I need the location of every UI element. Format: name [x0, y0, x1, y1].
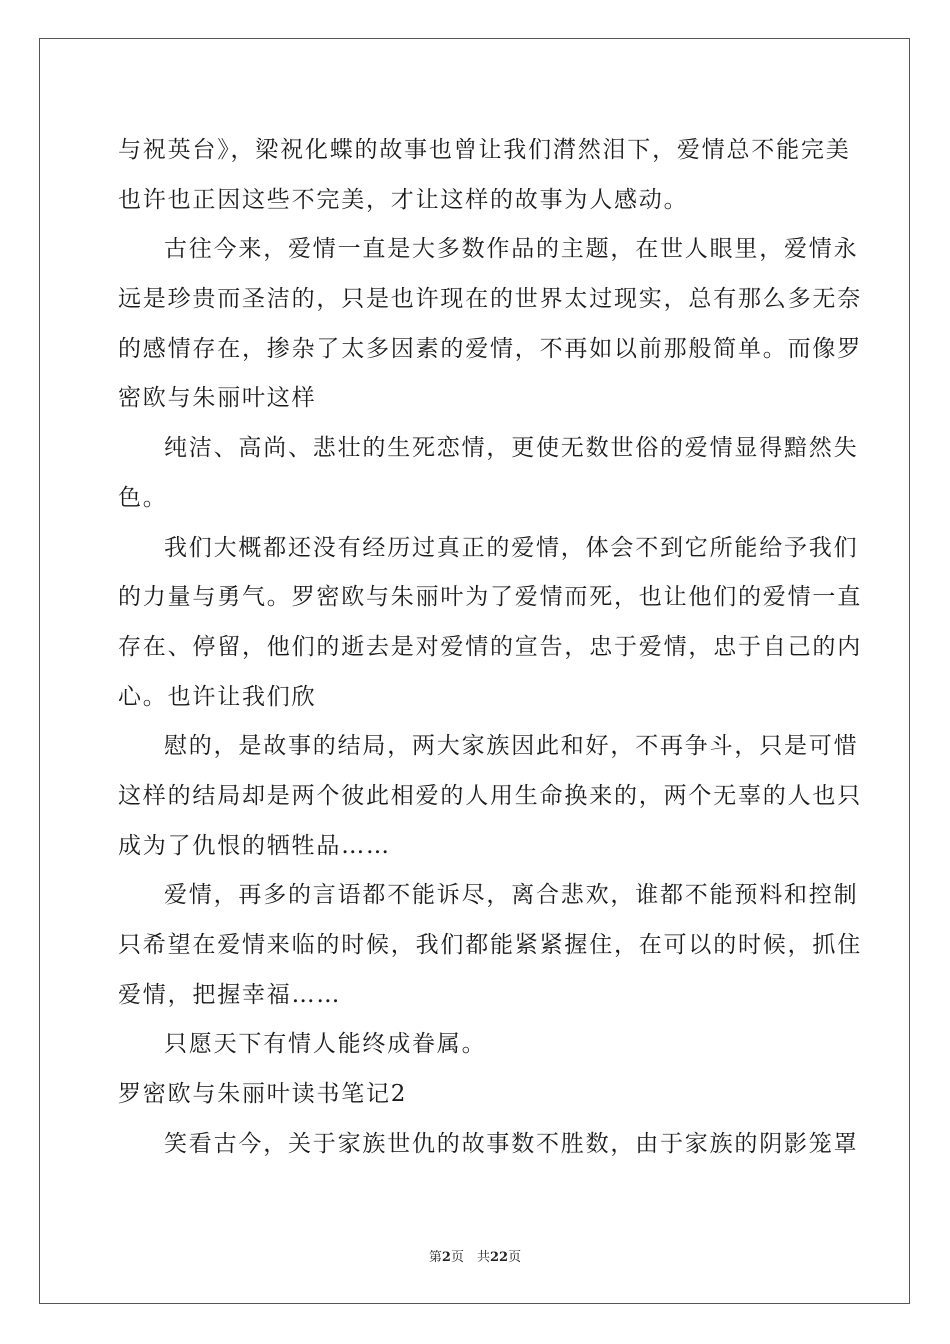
text-line: 只希望在爱情来临的时候，我们都能紧紧握住，在可以的时候，抓住 — [118, 932, 862, 958]
current-page-number: 2 — [441, 1250, 451, 1265]
text-line: 爱情，再多的言语都不能诉尽，离合悲欢，谁都不能预料和控制 — [164, 882, 859, 909]
text-line: 纯洁、高尚、悲壮的生死恋情，更使无数世俗的爱情显得黯然失 — [164, 435, 859, 462]
text-line: 笑看古今，关于家族世仇的故事数不胜数，由于家族的阴影笼罩 — [164, 1130, 859, 1157]
total-pages-number: 22 — [489, 1250, 509, 1265]
page-footer — [0, 1246, 950, 1265]
text-line: 与祝英台》，梁祝化蝶的故事也曾让我们潸然泪下，爱情总不能完美 — [118, 137, 851, 163]
text-line: 这样的结局却是两个彼此相爱的人用生命换来的，两个无辜的人也只 — [118, 782, 862, 809]
text-line: 色。 — [118, 484, 168, 511]
footer-prefix: 第 — [428, 1250, 442, 1265]
text-line: 古往今来，爱情一直是大多数作品的主题，在世人眼里，爱情永 — [164, 236, 859, 263]
footer-suffix: 页 — [508, 1250, 522, 1265]
text-line: 罗密欧与朱丽叶读书笔记2 — [118, 1081, 408, 1108]
text-line: 心。也许让我们欣 — [118, 683, 317, 710]
text-line: 也许也正因这些不完美，才让这样的故事为人感动。 — [118, 186, 689, 213]
footer-middle: 页 共 — [450, 1250, 490, 1265]
text-line: 存在、停留，他们的逝去是对爱情的宣告，忠于爱情，忠于自己的内 — [118, 633, 862, 660]
text-line: 爱情，把握幸福…… — [118, 981, 342, 1008]
text-line: 成为了仇恨的牺牲品…… — [118, 832, 391, 859]
text-line: 远是珍贵而圣洁的，只是也许现在的世界太过现实，总有那么多无奈 — [118, 286, 862, 313]
text-line: 的力量与勇气。罗密欧与朱丽叶为了爱情而死，也让他们的爱情一直 — [118, 584, 862, 611]
document-body — [118, 126, 862, 1169]
text-line: 我们大概都还没有经历过真正的爱情，体会不到它所能给予我们 — [164, 534, 859, 561]
text-line: 密欧与朱丽叶这样 — [118, 385, 317, 412]
text-line: 的感情存在，掺杂了太多因素的爱情，不再如以前那般简单。而像罗 — [118, 335, 862, 362]
text-line: 只愿天下有情人能终成眷属。 — [164, 1031, 487, 1058]
text-line: 慰的，是故事的结局，两大家族因此和好，不再争斗，只是可惜 — [164, 733, 859, 760]
